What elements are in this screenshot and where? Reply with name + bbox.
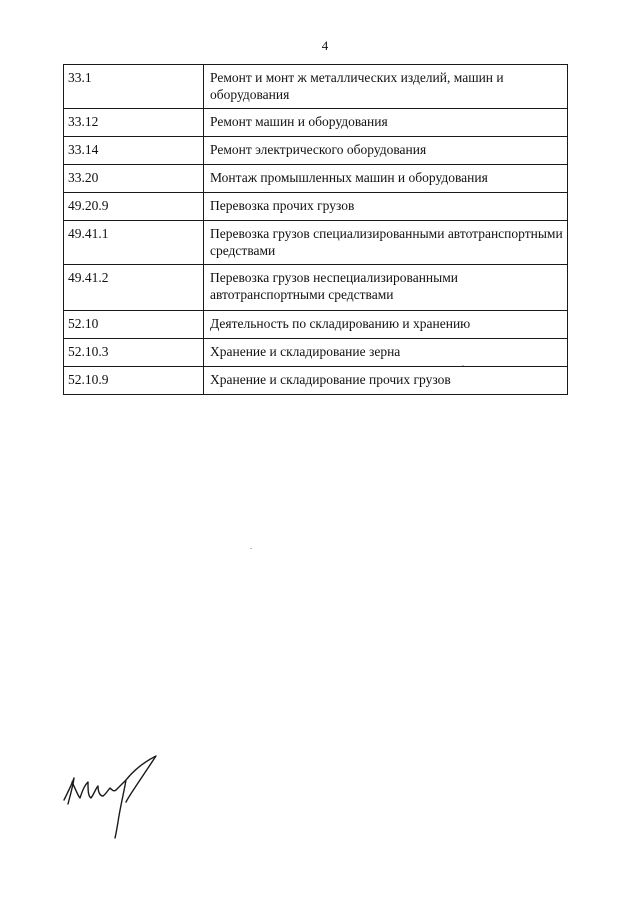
activity-code: 52.10.9 xyxy=(64,367,204,395)
table-row xyxy=(64,311,568,339)
table-row xyxy=(64,193,568,221)
table-row xyxy=(64,165,568,193)
table-row xyxy=(64,367,568,395)
handwritten-signature xyxy=(58,752,168,842)
activity-description: Хранение и складирование зерна xyxy=(204,339,568,367)
activity-description: Деятельность по складированию и хранению xyxy=(204,311,568,339)
activity-codes-table xyxy=(63,64,568,395)
activity-code: 33.12 xyxy=(64,109,204,137)
activity-description: Перевозка грузов неспециализированными автотранспортными средствами xyxy=(204,265,568,311)
activity-description: Ремонт и монт ж металлических изделий, машин и оборудования xyxy=(204,65,568,109)
activity-code: 49.41.2 xyxy=(64,265,204,311)
activity-code: 52.10 xyxy=(64,311,204,339)
table-row xyxy=(64,265,568,311)
activity-description: Перевозка прочих грузов xyxy=(204,193,568,221)
table-row xyxy=(64,109,568,137)
activity-code: 49.20.9 xyxy=(64,193,204,221)
scan-speck xyxy=(250,548,252,549)
page-number: 4 xyxy=(321,38,329,53)
activity-code: 33.14 xyxy=(64,137,204,165)
activity-description: Ремонт электрического оборудования xyxy=(204,137,568,165)
table-row xyxy=(64,221,568,265)
activity-description: Монтаж промышленных машин и оборудования xyxy=(204,165,568,193)
scan-speck xyxy=(462,365,464,366)
activity-description: Хранение и складирование прочих грузов xyxy=(204,367,568,395)
activity-code: 33.20 xyxy=(64,165,204,193)
table-row xyxy=(64,65,568,109)
activity-description: Перевозка грузов специализированными автотранспортными средствами xyxy=(204,221,568,265)
activity-code: 33.1 xyxy=(64,65,204,109)
activity-description: Ремонт машин и оборудования xyxy=(204,109,568,137)
table-row xyxy=(64,137,568,165)
table-row xyxy=(64,339,568,367)
activity-code: 52.10.3 xyxy=(64,339,204,367)
activity-code: 49.41.1 xyxy=(64,221,204,265)
